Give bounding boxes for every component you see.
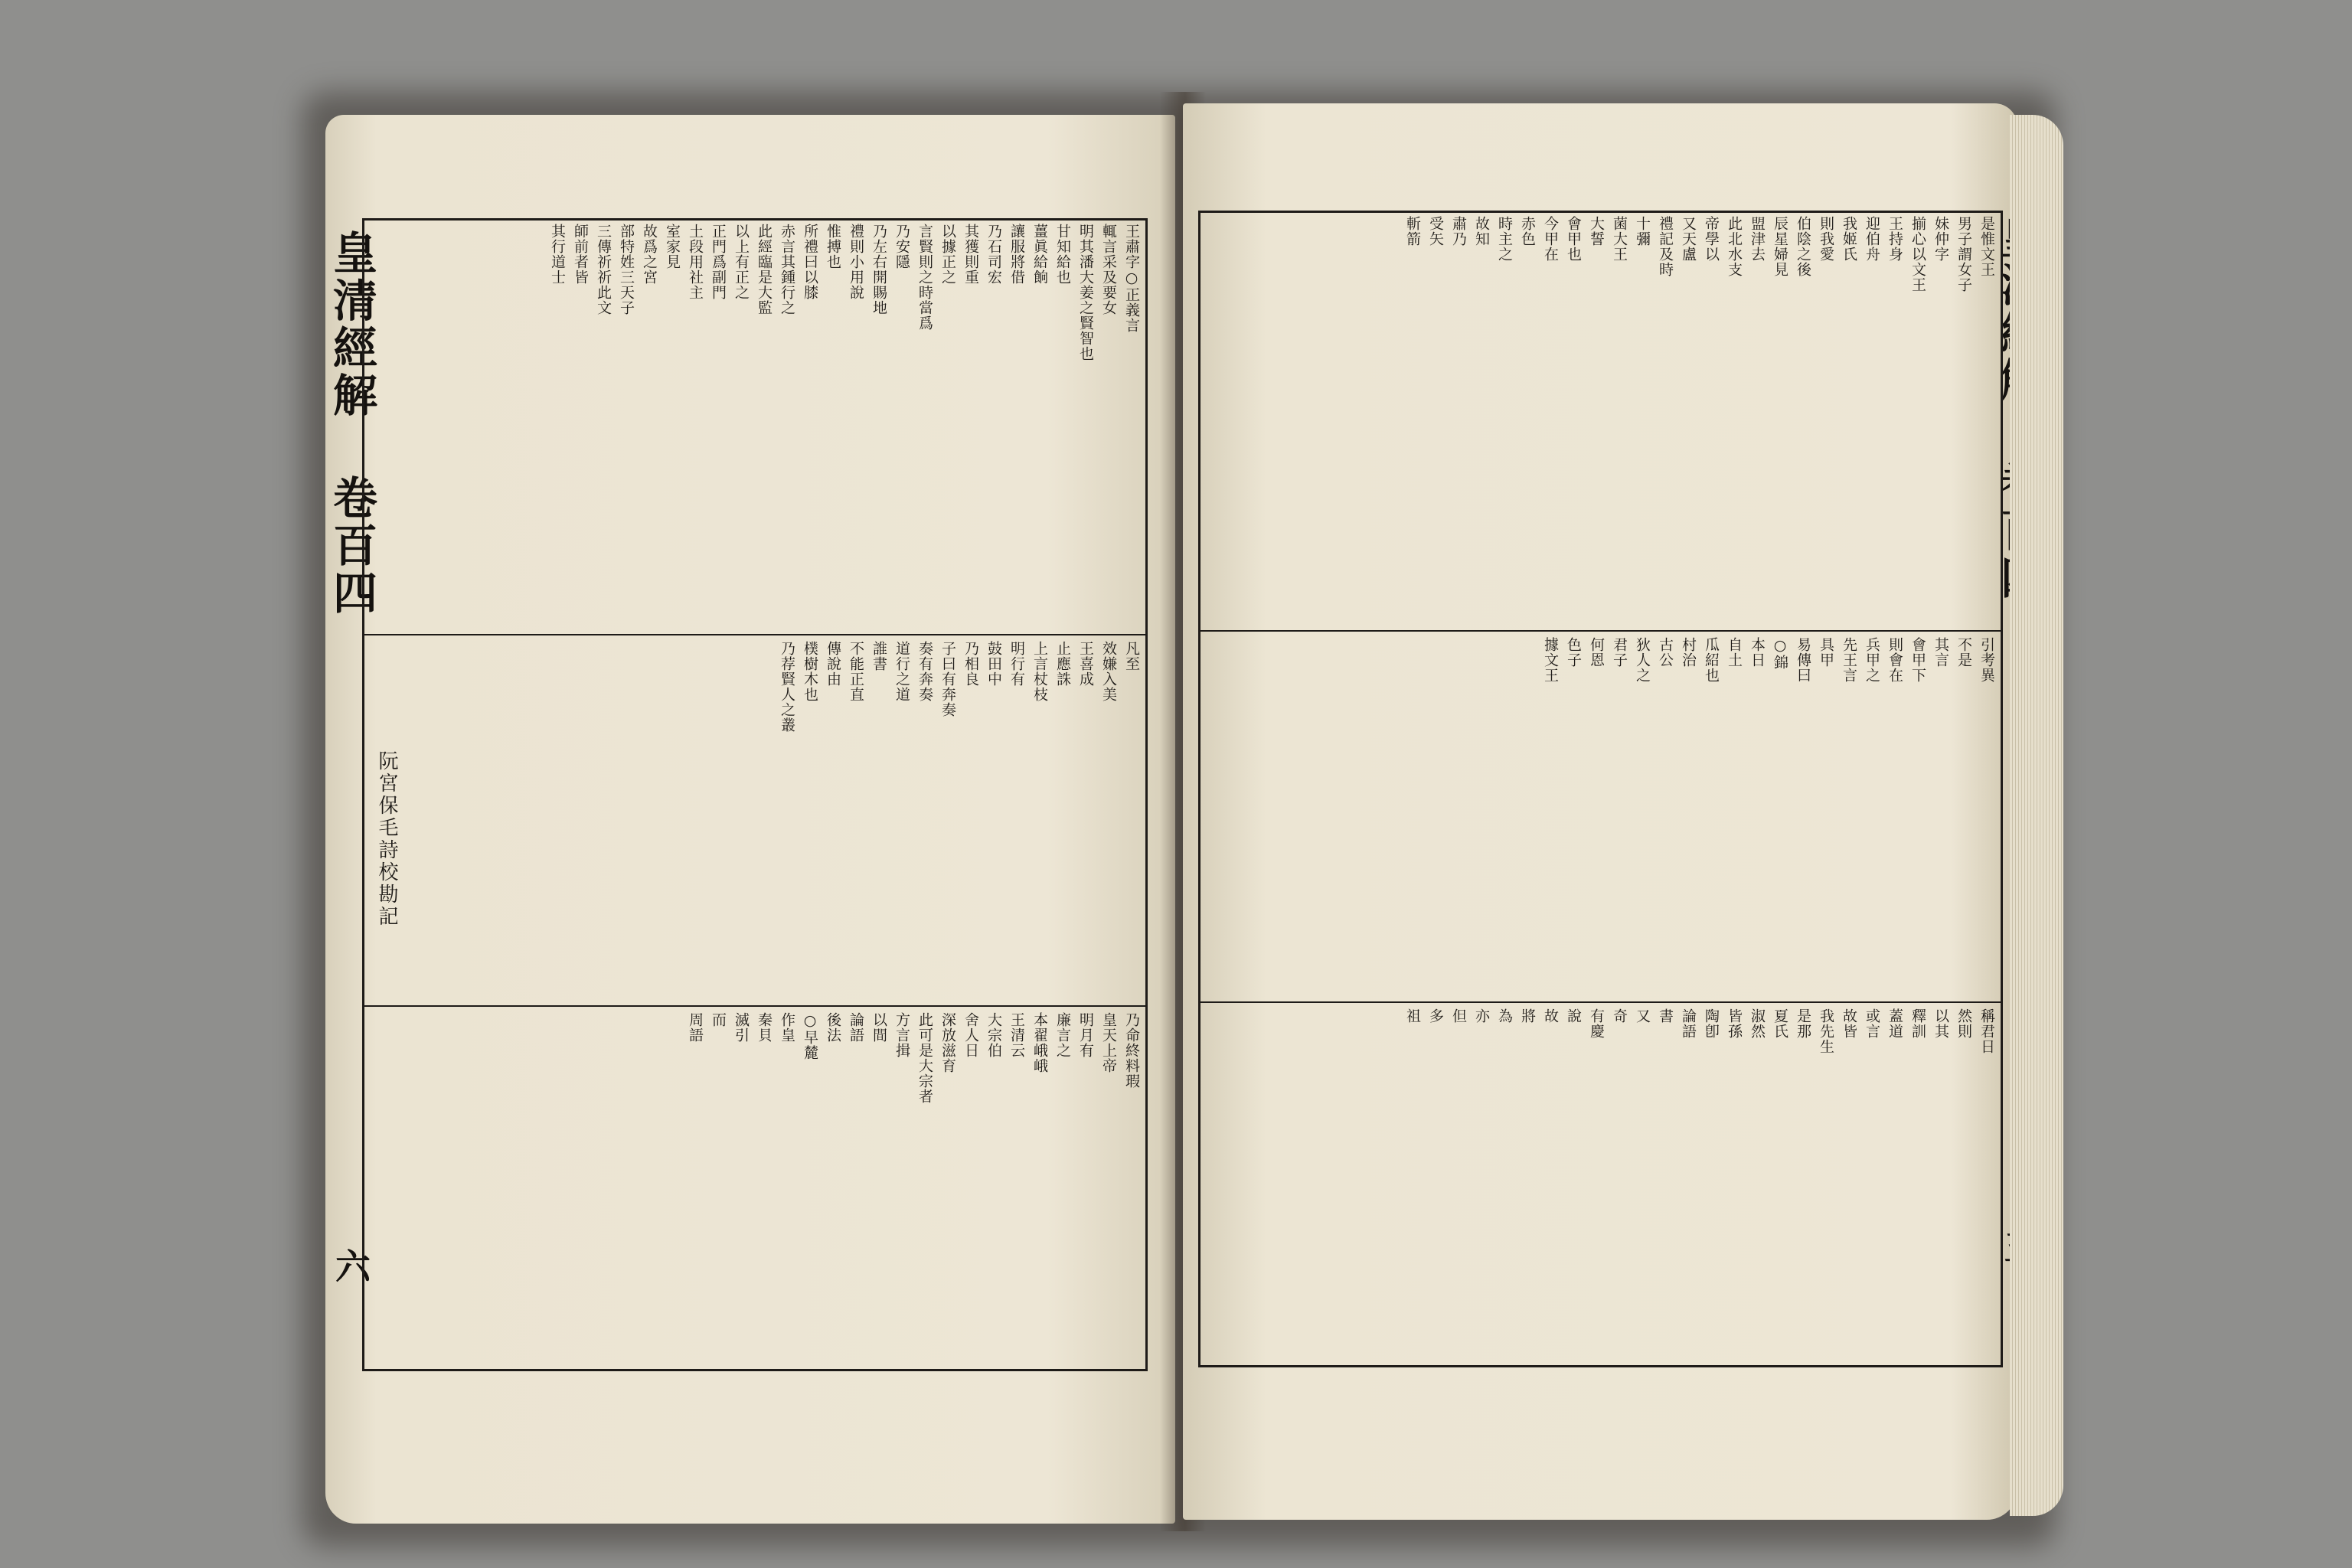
text-column: 乃石司宏 [985, 224, 1002, 285]
text-column: 釋訓 [1909, 1008, 1926, 1039]
text-column: 陶卽 [1703, 1008, 1720, 1039]
left-title-text: 皇清經解 [325, 230, 377, 420]
text-column: 然則 [1955, 1008, 1972, 1039]
text-column: 王喜成 [1077, 641, 1094, 687]
text-column: 明其潘大姜之賢智也 [1077, 224, 1094, 361]
text-column: 本翟峨峨 [1031, 1012, 1048, 1073]
left-colophon: 阮宮保毛詩校勘記 [375, 750, 398, 928]
text-column: 又天盧 [1680, 216, 1697, 262]
text-column: 讓服將借 [1008, 224, 1025, 285]
left-folio: 六 [330, 1248, 371, 1283]
text-column: 菌大王 [1611, 216, 1628, 262]
text-column: 部特姓三天子 [618, 224, 635, 315]
text-column: 以其 [1932, 1008, 1949, 1039]
text-column: 會甲下 [1909, 637, 1926, 683]
band-divider [1200, 630, 2001, 632]
left-middle-band [369, 638, 1141, 1008]
left-text-frame [362, 218, 1148, 1371]
text-column: 今甲在 [1542, 216, 1559, 262]
text-column: 大宗伯 [985, 1012, 1002, 1058]
text-column: 舍人日 [962, 1012, 979, 1058]
text-column: 但 [1450, 1008, 1467, 1024]
text-column: 後法 [825, 1012, 841, 1043]
text-column: 效嫌入美 [1100, 641, 1117, 702]
left-volume-text: 卷百四 [325, 475, 377, 617]
text-column: 是惟文王 [1978, 216, 1995, 277]
text-column: 夏氏 [1772, 1008, 1788, 1039]
text-column: 說 [1565, 1008, 1582, 1024]
text-column: 古公 [1657, 637, 1674, 668]
text-column: 鼓田中 [985, 641, 1002, 687]
text-column: 有慶 [1588, 1008, 1605, 1039]
text-column: 土段用社主 [687, 224, 704, 300]
text-column: 其獲則重 [962, 224, 979, 285]
text-column: 三傳祈祈此文 [595, 224, 612, 315]
text-column: 乃左右開賜地 [871, 224, 887, 315]
text-column: 傳說由 [825, 641, 841, 687]
text-column: 王清云 [1008, 1012, 1025, 1058]
text-column: 據文王 [1542, 637, 1559, 683]
text-column: 惟搏也 [825, 224, 841, 270]
text-column: 具甲 [1818, 637, 1834, 668]
text-column: 蓋道 [1886, 1008, 1903, 1039]
text-column: 肅乃 [1450, 216, 1467, 247]
text-column: 為 [1496, 1008, 1513, 1024]
text-column: 凡至 [1123, 641, 1140, 671]
text-column: 禮記及時 [1657, 216, 1674, 277]
text-column: 論語 [848, 1012, 864, 1043]
text-column: 色子 [1565, 637, 1582, 668]
text-column: 奇 [1611, 1008, 1628, 1024]
text-column: 方言揖 [893, 1012, 910, 1058]
left-page [325, 115, 1175, 1524]
text-column: 十彌 [1634, 216, 1651, 247]
right-text-frame [1198, 211, 2003, 1367]
left-lower-band [369, 1009, 1141, 1371]
text-column: 會甲也 [1565, 216, 1582, 262]
text-column: 易傳曰 [1795, 637, 1811, 683]
text-column: 盟津去 [1749, 216, 1766, 262]
text-column: 論語 [1680, 1008, 1697, 1039]
text-column: 故爲之宮 [641, 224, 658, 285]
text-column: ○錦 [1772, 637, 1788, 670]
text-column: 乃命終料瑕 [1123, 1012, 1140, 1089]
text-column: 道行之道 [893, 641, 910, 702]
text-column: 奏有奔奏 [916, 641, 933, 702]
text-column: 狄人之 [1634, 637, 1651, 683]
text-column: 受矢 [1427, 216, 1444, 247]
text-column: 誰書 [871, 641, 887, 671]
text-column: 帝學以 [1703, 216, 1720, 262]
text-column: 所禮曰以膝 [802, 224, 818, 300]
text-column: 乃安隱 [893, 224, 910, 270]
page-edges [2010, 115, 2063, 1516]
text-column: 故 [1542, 1008, 1559, 1024]
text-column: 則我愛 [1818, 216, 1834, 262]
text-column: 而 [710, 1012, 727, 1027]
text-column: 何恩 [1588, 637, 1605, 668]
text-column: 乃荐賢人之叢 [779, 641, 795, 733]
text-column: 輒言采及要女 [1100, 224, 1117, 315]
text-column: 君子 [1611, 637, 1628, 668]
left-upper-band [369, 220, 1141, 636]
text-column: 赤言其鍾行之 [779, 224, 795, 315]
text-column: 自土 [1726, 637, 1743, 668]
text-column: 甘知給也 [1054, 224, 1071, 285]
text-column: 兵甲之 [1864, 637, 1880, 683]
text-column: 瓜紹也 [1703, 637, 1720, 683]
band-divider [1200, 1001, 2001, 1003]
text-column: 妹仲字 [1932, 216, 1949, 262]
text-column: 先王言 [1841, 637, 1857, 683]
text-column: 不能正直 [848, 641, 864, 702]
text-column: 禮則小用說 [848, 224, 864, 300]
text-column: 此可是大宗者 [916, 1012, 933, 1104]
text-column: 多 [1427, 1008, 1444, 1024]
text-column: 滅引 [733, 1012, 750, 1043]
text-column: 赤色 [1519, 216, 1536, 247]
text-column: 其言 [1932, 637, 1949, 668]
text-column: 乃相良 [962, 641, 979, 687]
text-column: 秦貝 [756, 1012, 773, 1043]
band-divider [364, 634, 1145, 635]
text-column: 廉言之 [1054, 1012, 1071, 1058]
text-column: 以間 [871, 1012, 887, 1043]
text-column: 故知 [1473, 216, 1490, 247]
right-page [1183, 103, 2017, 1520]
text-column: 皇天上帝 [1100, 1012, 1117, 1073]
text-column: 此經臨是大監 [756, 224, 773, 315]
text-column: 故皆 [1841, 1008, 1857, 1039]
right-lower-band [1205, 1005, 1996, 1367]
text-column: 斬箭 [1404, 216, 1421, 247]
text-column: 深放滋育 [939, 1012, 956, 1073]
text-column: 其行道士 [549, 224, 566, 285]
text-column: 村治 [1680, 637, 1697, 668]
text-column: 薑眞給餉 [1031, 224, 1048, 285]
text-column: 以上有正之 [733, 224, 750, 300]
text-column: 明月有 [1077, 1012, 1094, 1058]
text-column: 正門爲副門 [710, 224, 727, 300]
text-column: 不是 [1955, 637, 1972, 668]
text-column: 作皇 [779, 1012, 795, 1043]
text-column: 皆孫 [1726, 1008, 1743, 1039]
text-column: 揃心以文王 [1909, 216, 1926, 292]
text-column: 以據正之 [939, 224, 956, 285]
text-column: 祖 [1404, 1008, 1421, 1024]
text-column: 淑然 [1749, 1008, 1766, 1039]
text-column: 室家見 [664, 224, 681, 270]
text-column: 男子謂女子 [1955, 216, 1972, 292]
text-column: 是那 [1795, 1008, 1811, 1039]
text-column: 亦 [1473, 1008, 1490, 1024]
text-column: 王肅字○正義言 [1123, 224, 1140, 333]
text-column: 本日 [1749, 637, 1766, 668]
text-column: 稱君日 [1978, 1008, 1995, 1054]
band-divider [364, 1005, 1145, 1007]
text-column: 或言 [1864, 1008, 1880, 1039]
text-column: 子曰有奔奏 [939, 641, 956, 717]
right-upper-band [1205, 213, 1996, 632]
text-column: 書 [1657, 1008, 1674, 1024]
text-column: 將 [1519, 1008, 1536, 1024]
text-column: ○早麓 [802, 1012, 818, 1060]
text-column: 我姬氏 [1841, 216, 1857, 262]
text-column: 明行有 [1008, 641, 1025, 687]
text-column: 止應誅 [1054, 641, 1071, 687]
text-column: 我先生 [1818, 1008, 1834, 1054]
text-column: 引考異 [1978, 637, 1995, 683]
text-column: 又 [1634, 1008, 1651, 1024]
text-column: 伯陰之後 [1795, 216, 1811, 277]
right-middle-band [1205, 634, 1996, 1004]
text-column: 王持身 [1886, 216, 1903, 262]
text-column: 言賢則之時當爲 [916, 224, 933, 331]
text-column: 大誓 [1588, 216, 1605, 247]
text-column: 時主之 [1496, 216, 1513, 262]
text-column: 周語 [687, 1012, 704, 1043]
text-column: 上言杖枝 [1031, 641, 1048, 702]
text-column: 樸樹木也 [802, 641, 818, 702]
text-column: 辰星婦見 [1772, 216, 1788, 277]
text-column: 師前者皆 [572, 224, 589, 285]
text-column: 迎伯舟 [1864, 216, 1880, 262]
text-column: 此北水支 [1726, 216, 1743, 277]
text-column: 則會在 [1886, 637, 1903, 683]
